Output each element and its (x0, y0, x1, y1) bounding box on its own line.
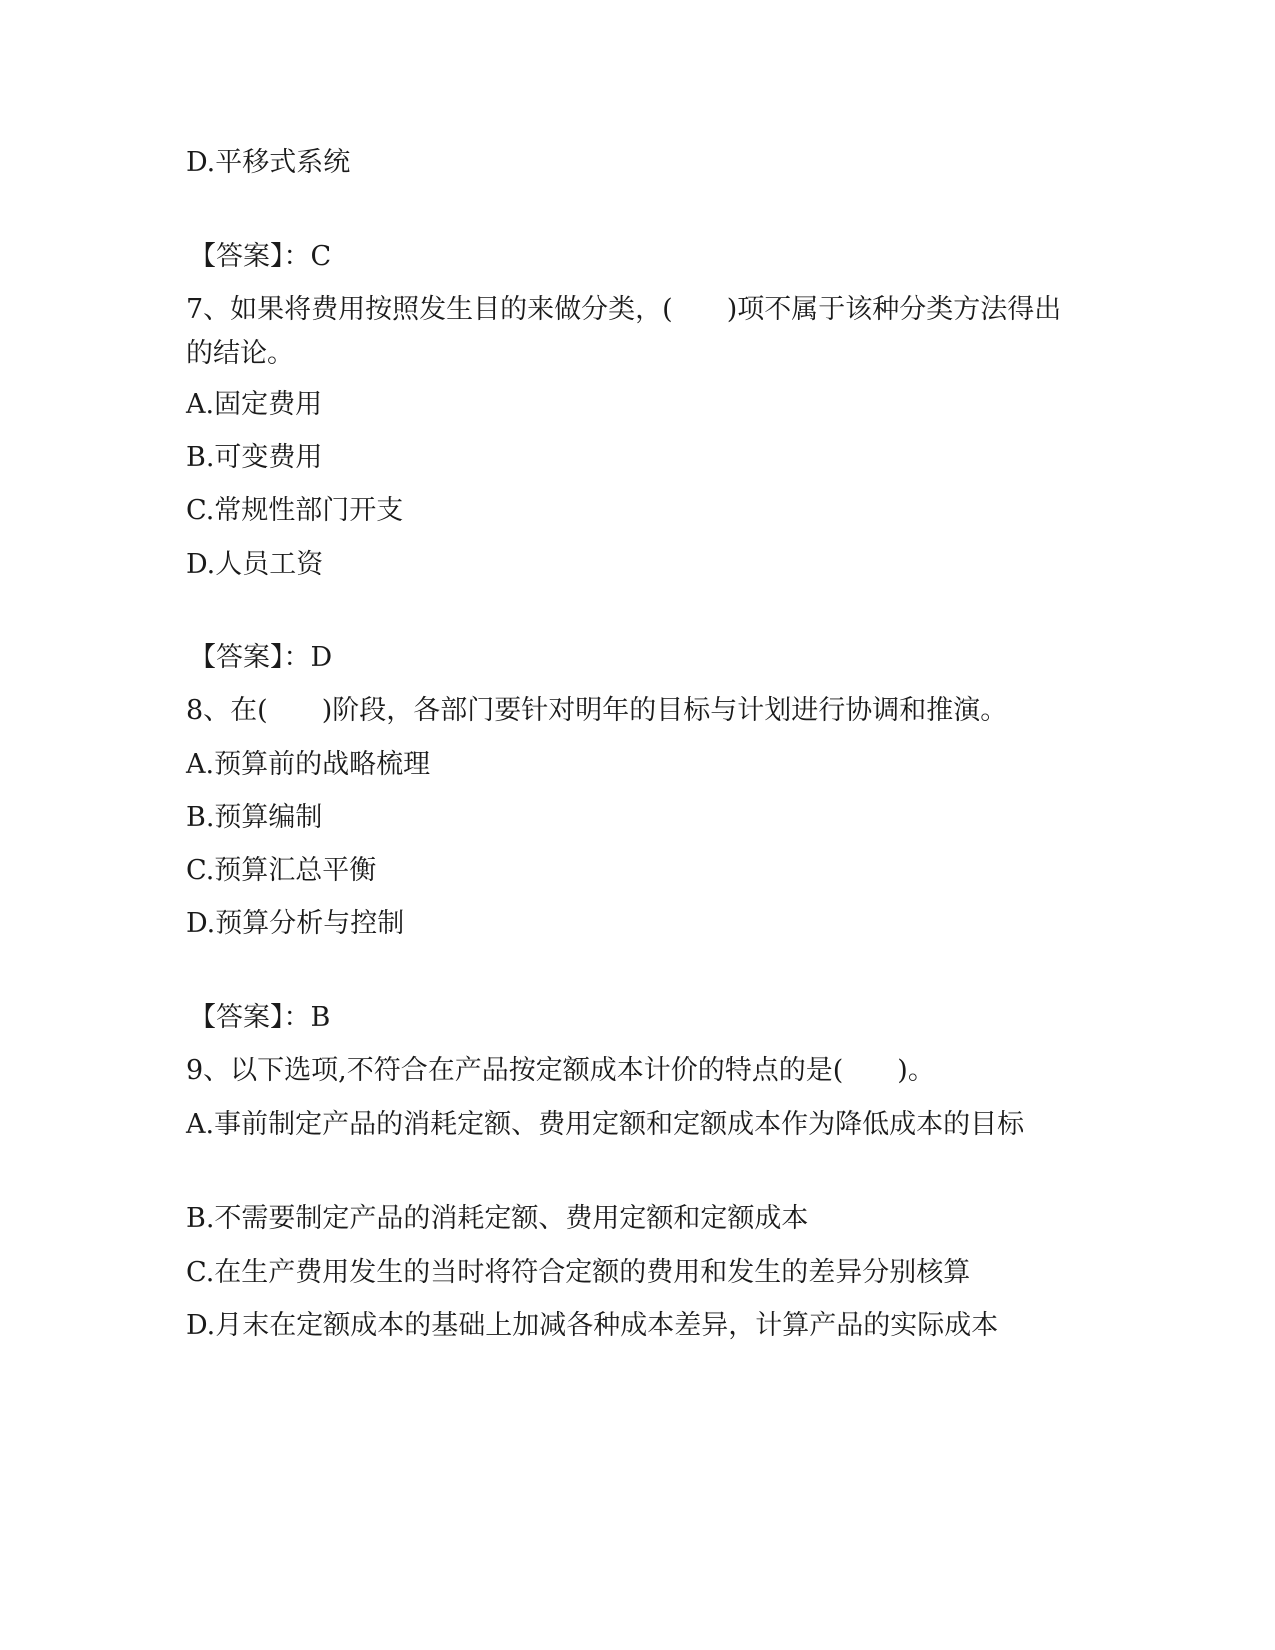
question-8-stem: 8、在( )阶段，各部门要针对明年的目标与计划进行协调和推演。 (186, 695, 1008, 726)
question-8-option-c: C.预算汇总平衡 (186, 855, 377, 886)
question-8-option-b: B.预算编制 (186, 802, 323, 833)
question-9-option-c: C.在生产费用发生的当时将符合定额的费用和发生的差异分别核算 (186, 1257, 971, 1288)
question-8-option-a: A.预算前的战略梳理 (186, 749, 431, 780)
question-9-stem: 9、以下选项,不符合在产品按定额成本计价的特点的是( )。 (186, 1055, 935, 1086)
question-7-option-d: D.人员工资 (186, 549, 324, 580)
answer-q8: 【答案】：B (189, 1002, 331, 1033)
question-9-option-a: A.事前制定产品的消耗定额、费用定额和定额成本作为降低成本的目标 (186, 1109, 1025, 1140)
question-7-option-b: B.可变费用 (186, 442, 323, 473)
previous-question-option-d: D.平移式系统 (186, 147, 351, 178)
question-7-stem: 7、如果将费用按照发生目的来做分类，( )项不属于该种分类方法得出的结论。 (186, 294, 1062, 369)
answer-q6: 【答案】：C (189, 241, 332, 272)
question-9-option-b: B.不需要制定产品的消耗定额、费用定额和定额成本 (186, 1203, 809, 1234)
question-7-option-a: A.固定费用 (186, 389, 323, 420)
answer-q7: 【答案】：D (189, 642, 333, 673)
question-7-option-c: C.常规性部门开支 (186, 495, 404, 526)
question-9-option-d: D.月末在定额成本的基础上加减各种成本差异，计算产品的实际成本 (186, 1310, 999, 1341)
question-8-option-d: D.预算分析与控制 (186, 908, 405, 939)
